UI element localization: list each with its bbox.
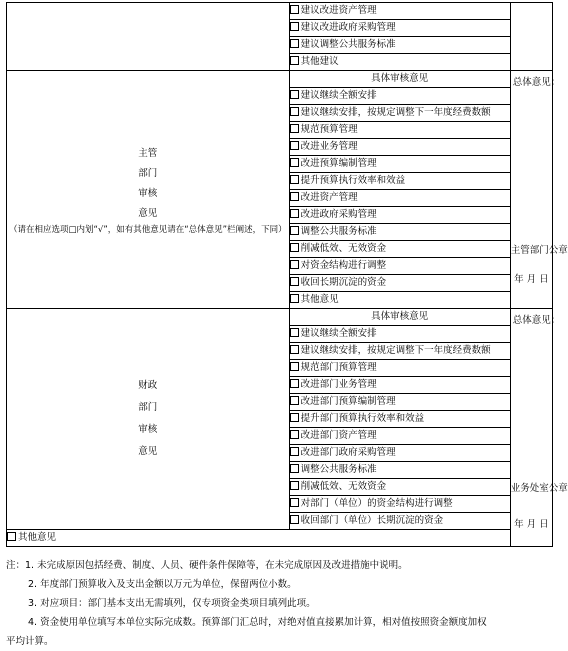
top-opinion-cell (510, 3, 552, 71)
option-label: 对资金结构进行调整 (300, 260, 387, 271)
checkbox-icon[interactable] (290, 481, 299, 490)
option-label: 改进部门业务管理 (300, 379, 377, 390)
checkbox-icon[interactable] (290, 379, 299, 388)
checkbox-icon[interactable] (290, 294, 299, 303)
finance-option[interactable] (289, 411, 510, 428)
supervisor-option[interactable] (289, 241, 510, 258)
finance-option[interactable] (289, 445, 510, 462)
supervisor-option[interactable] (289, 224, 510, 241)
option-label: 建议继续全额安排 (300, 90, 377, 101)
option-label: 建议改进政府采购管理 (300, 22, 396, 33)
checkbox-icon[interactable] (290, 39, 299, 48)
checkbox-icon[interactable] (290, 226, 299, 235)
supervisor-option[interactable] (289, 258, 510, 275)
finance-label-line: 部门 (138, 402, 158, 413)
option-label: 建议继续安排，按规定调整下一年度经费数额 (300, 107, 491, 118)
option-label: 改进政府采购管理 (300, 209, 377, 220)
supervisor-option[interactable] (289, 88, 510, 105)
finance-label-line: 财政 (138, 380, 158, 391)
top-option[interactable] (289, 3, 510, 20)
supervisor-option[interactable] (289, 122, 510, 139)
option-label: 建议继续全额安排 (300, 328, 377, 339)
checkbox-icon[interactable] (290, 5, 299, 14)
supervisor-label-line: 意见 (138, 207, 158, 219)
finance-option-other[interactable] (7, 530, 511, 547)
option-label: 改进预算编制管理 (300, 158, 377, 169)
finance-option[interactable] (289, 343, 510, 360)
option-label: 调整公共服务标准 (300, 226, 377, 237)
option-label: 建议继续安排，按规定调整下一年度经费数额 (300, 345, 491, 356)
checkbox-icon[interactable] (290, 107, 299, 116)
option-label: 调整公共服务标准 (300, 464, 377, 475)
note-2: 2. 年度部门预算收入及支出金额以万元为单位，保留两位小数。 (28, 579, 297, 590)
review-form-table (6, 2, 568, 547)
option-label: 改进部门资产管理 (300, 430, 377, 441)
finance-option[interactable] (289, 326, 510, 343)
checkbox-icon[interactable] (7, 532, 16, 541)
checkbox-icon[interactable] (290, 175, 299, 184)
finance-header: 具体审核意见 (289, 309, 510, 326)
checkbox-icon[interactable] (290, 498, 299, 507)
checkbox-icon[interactable] (290, 277, 299, 286)
option-label: 收回长期沉淀的资金 (300, 277, 387, 288)
checkbox-icon[interactable] (290, 141, 299, 150)
instruction-text: （请在相应选项□内划“√”，如有其他意见请在“总体意见”栏阐述，下同） (9, 224, 287, 235)
checkbox-icon[interactable] (290, 447, 299, 456)
finance-option[interactable] (289, 377, 510, 394)
note-3: 3. 对应项目：部门基本支出无需填列，仅专项资金类项目填列此项。 (28, 598, 316, 609)
date-label: 年 月 日 (514, 273, 549, 285)
supervisor-label-line: 主管 (138, 147, 158, 159)
supervisor-header: 具体审核意见 (289, 71, 510, 88)
overall-opinion-label: 总体意见： (512, 314, 561, 326)
checkbox-icon[interactable] (290, 328, 299, 337)
finance-label-cell (7, 309, 290, 530)
note-1: 注：1. 未完成原因包括经费、制度、人员、硬件条件保障等，在未完成原因及改进措施中说明。 (6, 560, 408, 571)
checkbox-icon[interactable] (290, 345, 299, 354)
supervisor-option[interactable] (289, 275, 510, 292)
option-label: 改进部门预算编制管理 (300, 396, 396, 407)
notes-section (6, 556, 551, 651)
checkbox-icon[interactable] (290, 56, 299, 65)
seal-label: 主管部门公章 (510, 244, 568, 256)
checkbox-icon[interactable] (290, 464, 299, 473)
option-label: 对部门（单位）的资金结构进行调整 (300, 498, 453, 509)
option-label: 规范预算管理 (300, 124, 358, 135)
option-label: 改进业务管理 (300, 141, 358, 152)
top-option[interactable] (289, 37, 510, 54)
option-label: 改进资产管理 (300, 192, 358, 203)
option-label: 建议调整公共服务标准 (300, 39, 396, 50)
finance-option[interactable] (289, 428, 510, 445)
finance-option[interactable] (289, 496, 510, 513)
supervisor-option[interactable] (289, 156, 510, 173)
checkbox-icon[interactable] (290, 22, 299, 31)
overall-opinion-label: 总体意见： (512, 76, 561, 88)
note-4: 4. 资金使用单位填写本单位实际完成数。预算部门汇总时，对绝对值直接累加计算，相对值按照资金额度加权 (28, 617, 487, 628)
checkbox-icon[interactable] (290, 158, 299, 167)
supervisor-option[interactable] (289, 105, 510, 122)
checkbox-icon[interactable] (290, 515, 299, 524)
option-label: 提升预算执行效率和效益 (300, 175, 406, 186)
option-label: 其他意见 (18, 532, 57, 543)
note-4-cont: 平均计算。 (6, 636, 54, 647)
option-label: 规范部门预算管理 (300, 362, 377, 373)
supervisor-label-line: 部门 (138, 167, 158, 179)
supervisor-overall-opinion-cell[interactable] (510, 71, 568, 309)
finance-option[interactable] (289, 394, 510, 411)
top-option[interactable] (289, 20, 510, 37)
top-label-cell (7, 3, 290, 71)
date-label: 年 月 日 (514, 518, 549, 530)
checkbox-icon[interactable] (290, 243, 299, 252)
supervisor-option[interactable] (289, 173, 510, 190)
option-label: 建议改进资产管理 (300, 5, 377, 16)
option-label: 其他意见 (300, 294, 339, 305)
supervisor-option[interactable] (289, 190, 510, 207)
supervisor-label-cell (7, 71, 290, 309)
option-label: 削减低效、无效资金 (300, 243, 387, 254)
finance-label-line: 审核 (138, 424, 158, 435)
finance-label-line: 意见 (138, 446, 158, 457)
checkbox-icon[interactable] (290, 124, 299, 133)
supervisor-label-line: 审核 (138, 187, 158, 199)
checkbox-icon[interactable] (290, 192, 299, 201)
finance-option[interactable] (289, 360, 510, 377)
option-label: 削减低效、无效资金 (300, 481, 387, 492)
option-label: 其他建议 (300, 56, 339, 67)
checkbox-icon[interactable] (290, 413, 299, 422)
finance-option[interactable] (289, 479, 510, 496)
top-option[interactable] (289, 54, 510, 71)
option-label: 改进部门政府采购管理 (300, 447, 396, 458)
checkbox-icon[interactable] (290, 90, 299, 99)
seal-label: 业务处室公章 (510, 482, 568, 494)
finance-option[interactable] (289, 513, 510, 530)
finance-overall-opinion-cell[interactable] (510, 309, 568, 547)
checkbox-icon[interactable] (290, 430, 299, 439)
checkbox-icon[interactable] (290, 209, 299, 218)
supervisor-option[interactable] (289, 139, 510, 156)
finance-option[interactable] (289, 462, 510, 479)
supervisor-option[interactable] (289, 292, 510, 309)
checkbox-icon[interactable] (290, 396, 299, 405)
checkbox-icon[interactable] (290, 260, 299, 269)
option-label: 收回部门（单位）长期沉淀的资金 (300, 515, 444, 526)
option-label: 提升部门预算执行效率和效益 (300, 413, 425, 424)
checkbox-icon[interactable] (290, 362, 299, 371)
supervisor-option[interactable] (289, 207, 510, 224)
